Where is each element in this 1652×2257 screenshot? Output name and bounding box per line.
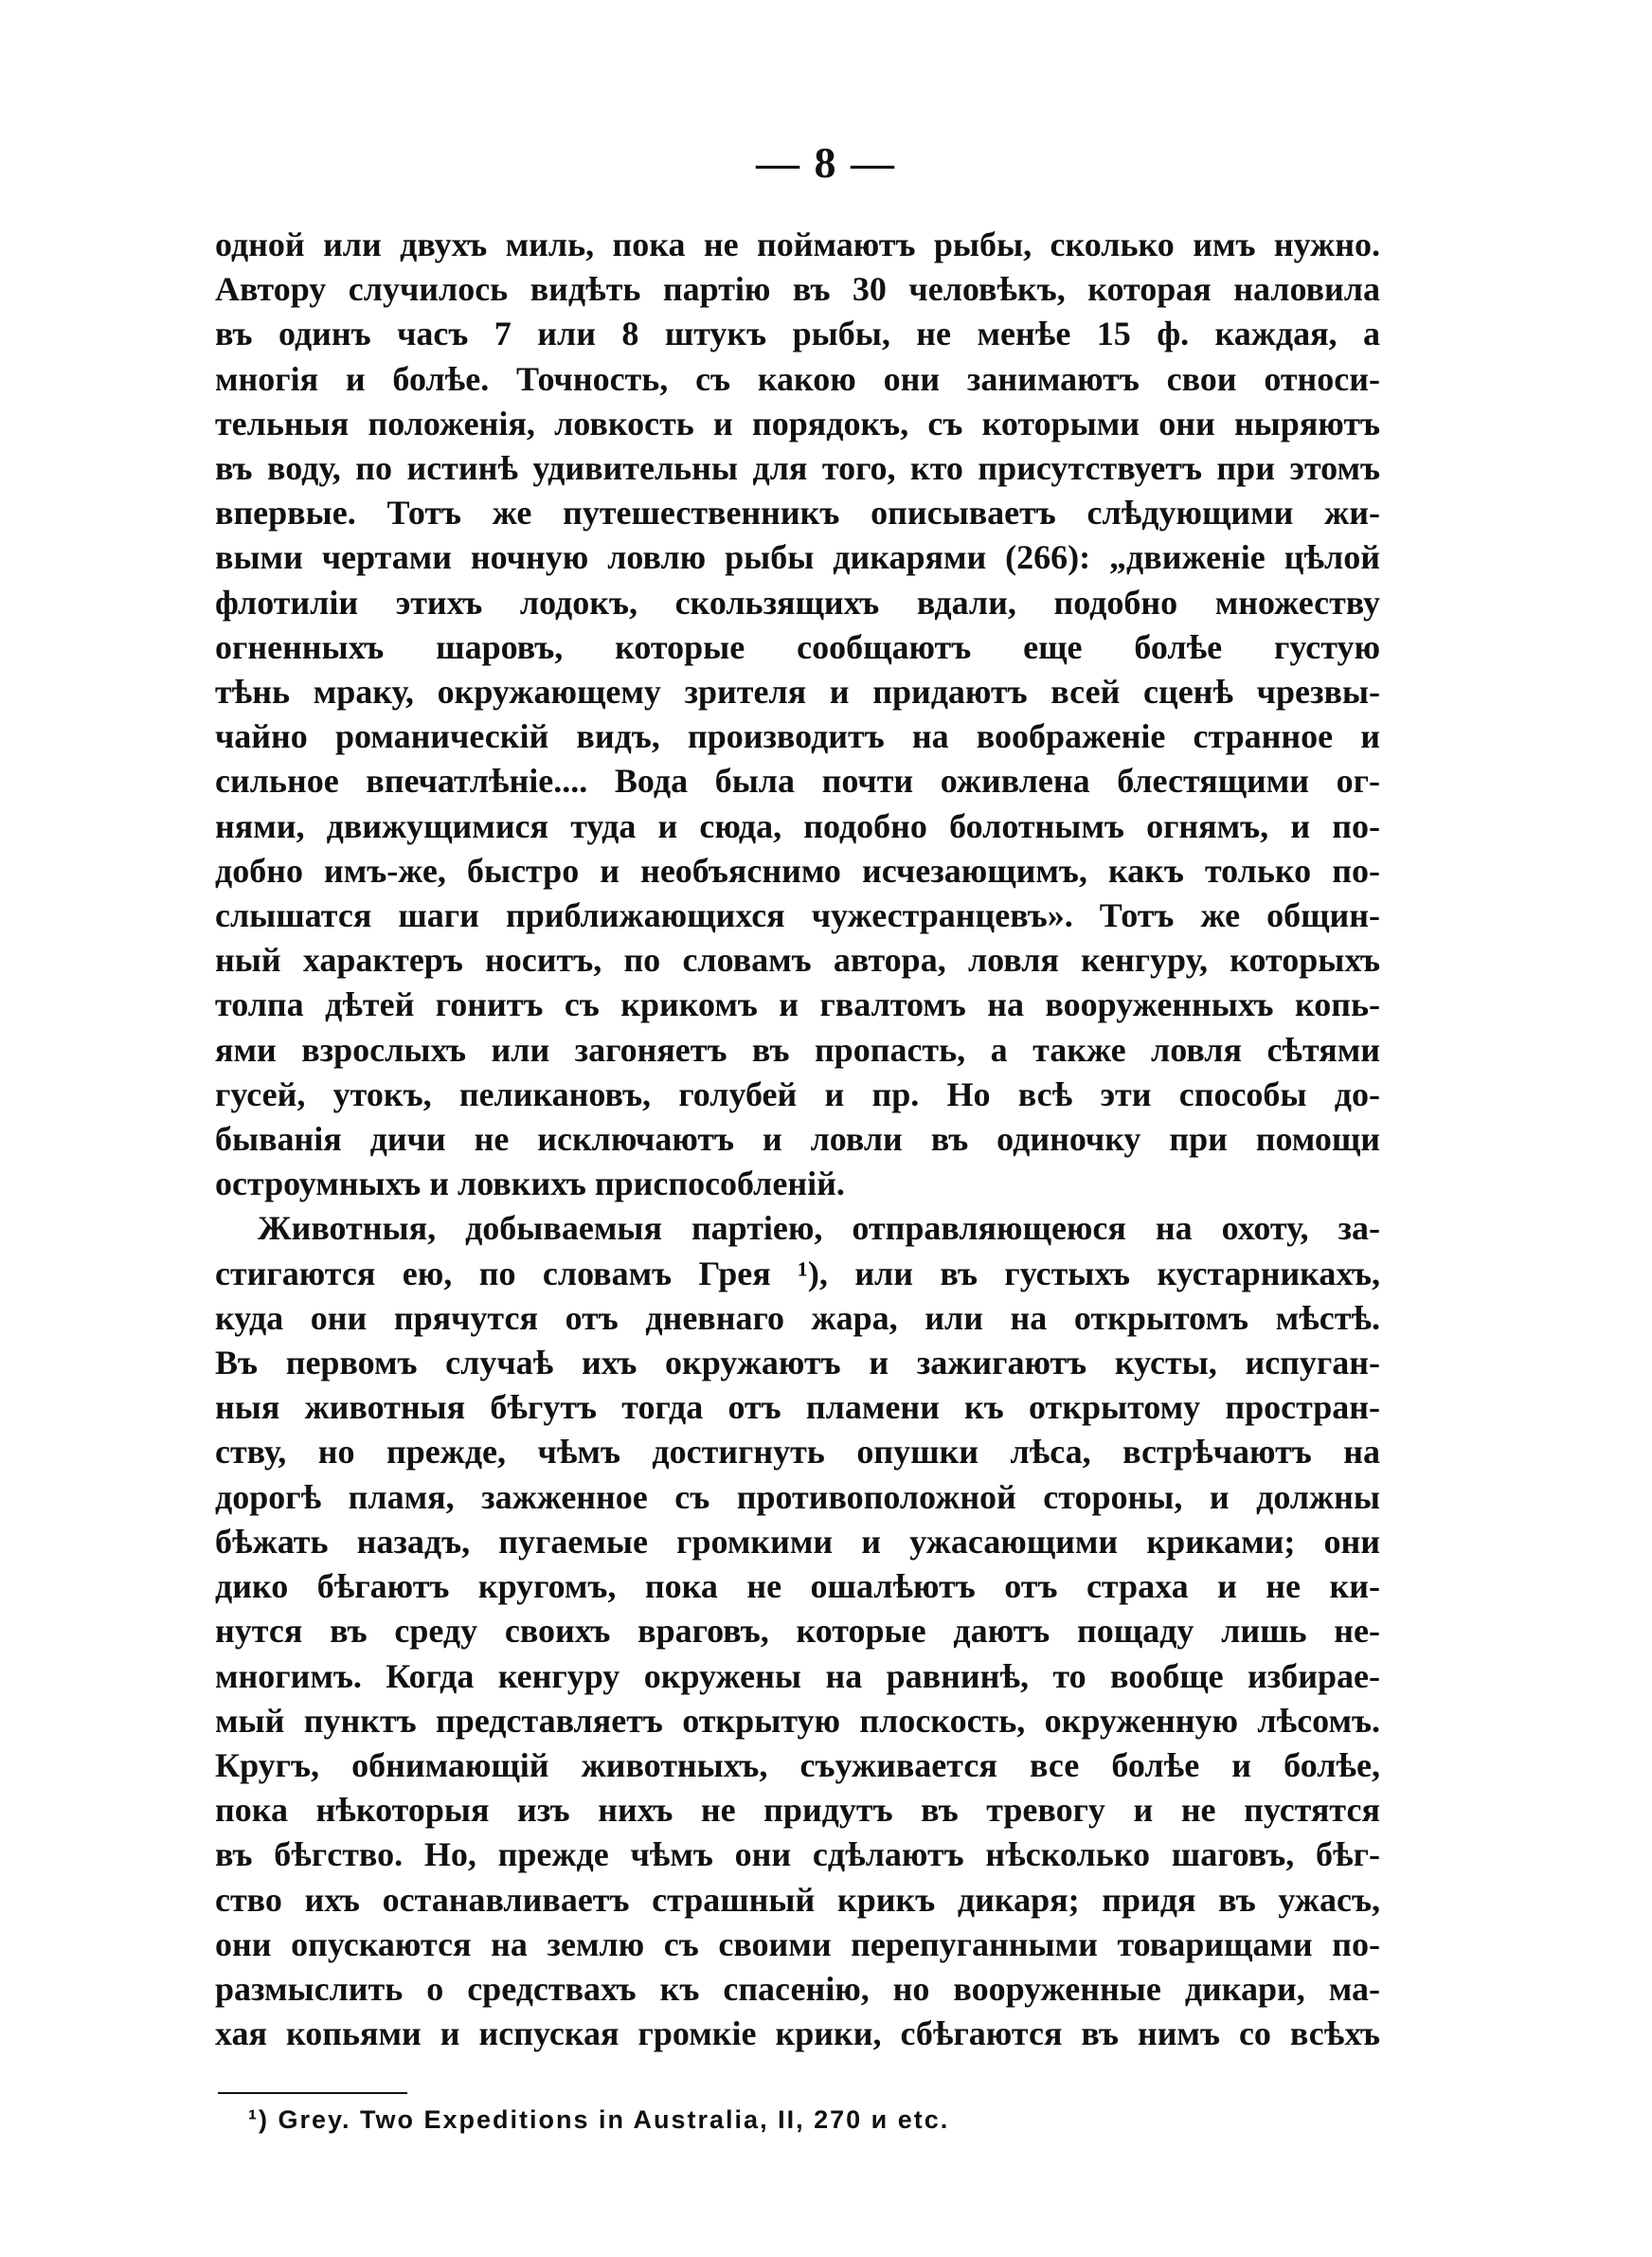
text-line: Кругъ, обнимающій животныхъ, съуживается все болѣе и болѣе, xyxy=(215,1745,1380,1784)
text-line: быванія дичи не исключаютъ и ловли въ одиночку при помощи xyxy=(215,1120,1380,1159)
footnote-divider xyxy=(218,2092,407,2094)
text-line: они опускаются на землю съ своими перепуганными товарищами по- xyxy=(215,1924,1380,1963)
text-line: толпа дѣтей гонитъ съ крикомъ и гвалтомъ на вооруженныхъ копь- xyxy=(215,985,1380,1024)
body-text xyxy=(215,223,1380,2056)
text-line: размыслить о средствахъ къ спасенію, но вооруженные дикари, ма- xyxy=(215,1969,1380,2008)
text-line: бѣжать назадъ, пугаемые громкими и ужасающими криками; они xyxy=(215,1522,1380,1561)
paragraph-2 xyxy=(215,1206,1380,2056)
text-line: ство ихъ останавливаетъ страшный крикъ дикаря; придя въ ужасъ, xyxy=(215,1880,1380,1919)
text-line: впервые. Тотъ же путешественникъ описываетъ слѣдующими жи- xyxy=(215,494,1380,533)
text-line: многія и болѣе. Точность, съ какою они занимаютъ свои относи- xyxy=(215,359,1380,398)
text-line: флотиліи этихъ лодокъ, скользящихъ вдали, подобно множеству xyxy=(215,583,1380,622)
text-line: хая копьями и испуская громкіе крики, сбѣгаются въ нимъ со всѣхъ xyxy=(215,2014,1380,2053)
text-line: Въ первомъ случаѣ ихъ окружаютъ и зажигаютъ кусты, испуган- xyxy=(215,1344,1380,1382)
paragraph-1 xyxy=(215,223,1380,1206)
text-line: дико бѣгаютъ кругомъ, пока не ошалѣютъ отъ страха и не ки- xyxy=(215,1567,1380,1606)
text-line: нутся въ среду своихъ враговъ, которые даютъ пощаду лишь не- xyxy=(215,1612,1380,1651)
text-line: тѣнь мраку, окружающему зрителя и придаютъ всей сценѣ чрезвы- xyxy=(215,673,1380,712)
text-line: пока нѣкоторыя изъ нихъ не придутъ въ тревогу и не пустятся xyxy=(215,1791,1380,1830)
text-line: стигаются ею, по словамъ Грея ¹), или въ густыхъ кустарникахъ, xyxy=(215,1254,1380,1292)
text-line: ству, но прежде, чѣмъ достигнуть опушки лѣса, встрѣчаютъ на xyxy=(215,1433,1380,1472)
page-number: — 8 — xyxy=(756,138,896,187)
text-line: выми чертами ночную ловлю рыбы дикарями (266): „движеніе цѣлой xyxy=(215,538,1380,577)
text-line: добно имъ-же, быстро и необъяснимо исчезающимъ, какъ только по- xyxy=(215,851,1380,890)
text-line: одной или двухъ миль, пока не поймаютъ рыбы, сколько имъ нужно. xyxy=(215,226,1380,263)
text-line: ями взрослыхъ или загоняетъ въ пропасть, а также ловля сѣтями xyxy=(215,1030,1380,1069)
text-line: слышатся шаги приближающихся чужестранцевъ». Тотъ же общин- xyxy=(215,896,1380,935)
text-line: въ воду, по истинѣ удивительны для того, кто присутствуетъ при этомъ xyxy=(215,449,1380,488)
text-line: мый пунктъ представляетъ открытую плоскость, окруженную лѣсомъ. xyxy=(215,1701,1380,1740)
text-line: куда они прячутся отъ дневнаго жара, или на открытомъ мѣстѣ. xyxy=(215,1298,1380,1337)
text-line: остроумныхъ и ловкихъ приспособленій. xyxy=(215,1165,845,1203)
text-line: ныя животныя бѣгутъ тогда отъ пламени къ открытому простран- xyxy=(215,1388,1380,1427)
text-line: въ одинъ часъ 7 или 8 штукъ рыбы, не менѣе 15 ф. каждая, а xyxy=(215,315,1380,353)
footnote: ¹) Grey. Two Expeditions in Australia, II, 270 и etc. xyxy=(248,2105,950,2134)
text-line: чайно романическій видъ, производитъ на воображеніе странное и xyxy=(215,717,1380,756)
text-line: гусей, утокъ, пеликановъ, голубей и пр. Но всѣ эти способы до- xyxy=(215,1074,1380,1113)
text-line: многимъ. Когда кенгуру окружены на равнинѣ, то вообще избирае- xyxy=(215,1656,1380,1695)
text-line: дорогѣ пламя, зажженное съ противоположной стороны, и должны xyxy=(215,1477,1380,1516)
text-line: Животныя, добываемыя партіею, отправляющеюся на охоту, за- xyxy=(258,1209,1380,1248)
text-line: огненныхъ шаровъ, которые сообщаютъ еще болѣе густую xyxy=(215,627,1380,666)
text-line: въ бѣгство. Но, прежде чѣмъ они сдѣлаютъ нѣсколько шаговъ, бѣг- xyxy=(215,1835,1380,1874)
text-line: Автору случилось видѣть партію въ 30 человѣкъ, которая наловила xyxy=(215,270,1380,309)
text-line: ный характеръ носитъ, по словамъ автора, ловля кенгуру, которыхъ xyxy=(215,941,1380,980)
text-line: нями, движущимися туда и сюда, подобно болотнымъ огнямъ, и по- xyxy=(215,806,1380,845)
text-line: сильное впечатлѣніе.... Вода была почти оживлена блестящими ог- xyxy=(215,762,1380,801)
text-line: тельныя положенія, ловкость и порядокъ, съ которыми они ныряютъ xyxy=(215,404,1380,442)
